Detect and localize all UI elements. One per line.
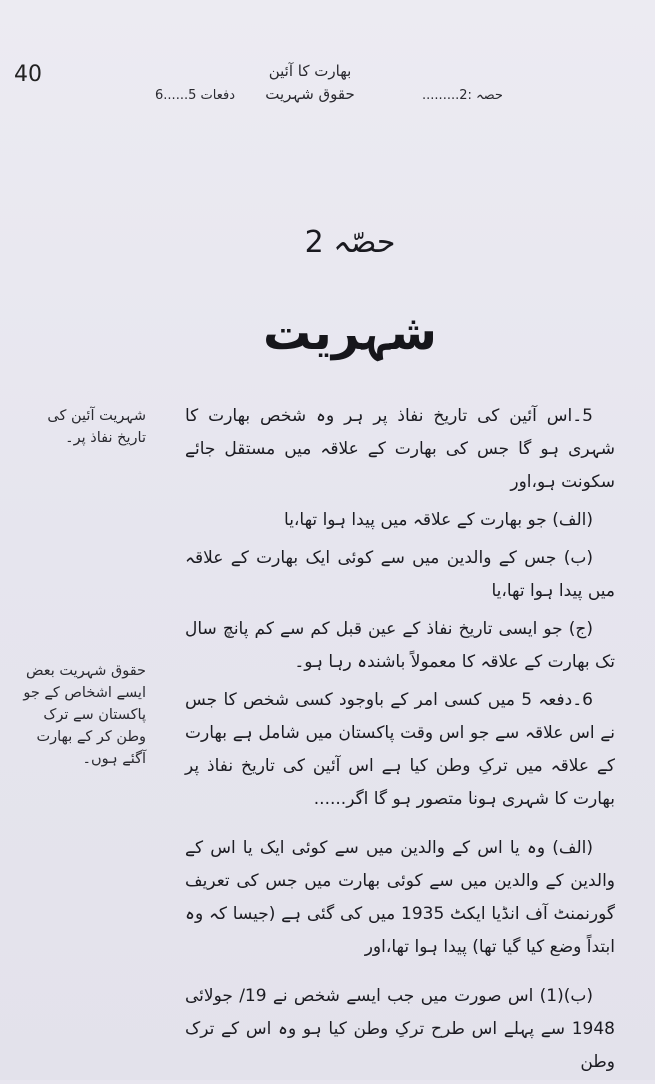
chapter-title: شہریت: [262, 305, 438, 361]
paragraph-clause-b: (ب) جس کے والدین میں سے کوئی ایک بھارت کے علاقہ میں پیدا ہوا تھا،یا: [185, 548, 615, 601]
page-number: 40: [14, 62, 42, 87]
running-header-part: حصہ :2.........: [422, 88, 503, 103]
paragraph-clause-a: (الف) جو بھارت کے علاقہ میں پیدا ہوا تھا،یا: [284, 510, 593, 530]
paragraph-section-5: 5۔اس آئین کی تاریخ نفاذ پر ہر وہ شخص بھارت کا شہری ہو گا جس کی بھارت کے علاقہ میں مستقل جائے سکونت ہو،اور: [185, 406, 615, 492]
margin-note-citizenship: شہریت آئین کی تاریخ نفاذ پر۔: [47, 408, 146, 446]
margin-note-migrants: حقوق شہریت بعض ایسے اشخاص کے جو پاکستان سے ترک وطن کر کے بھارت آگئے ہوں۔: [23, 663, 146, 767]
running-header-subtitle: حقوق شہریت: [265, 85, 355, 103]
running-header-sections: دفعات 5......6: [155, 88, 235, 103]
body-text: [185, 400, 615, 1084]
paragraph-clause-c: (ج) جو ایسی تاریخ نفاذ کے عین قبل کم سے کم پانچ سال تک بھارت کے علاقہ کا معمولاً باشندہ رہا ہو۔: [185, 619, 615, 672]
part-heading: حصّہ 2: [304, 225, 396, 260]
paragraph-section-6-clause-b: (ب)(1) اس صورت میں جب ایسے شخص نے 19/ جولائی 1948 سے پہلے اس طرح ترکِ وطن کیا ہو وہ اس کے ترک وطن: [185, 986, 615, 1072]
paragraph-section-6-clause-a: (الف) وہ یا اس کے والدین میں سے کوئی ایک یا اس کے والدین کے والدین میں سے کوئی بھارت میں جس کی تعریف گورنمنٹ آف انڈیا ایکٹ 1935 میں کی گئی ہے (جیسا کہ وہ ابتداً وضع کیا گیا تھا) پیدا ہوا تھا،اور: [185, 838, 615, 957]
running-header-title: بھارت کا آئین: [268, 62, 352, 80]
paragraph-section-6: 6۔دفعہ 5 میں کسی امر کے باوجود کسی شخص کا جس نے اس علاقہ سے جو اس وقت پاکستان میں شامل ہے بھارت کے علاقہ میں ترکِ وطن کیا ہے اس آئین کی تاریخ نفاذ پر بھارت کا شہری ہونا متصور ہو گا اگر......: [185, 690, 615, 809]
